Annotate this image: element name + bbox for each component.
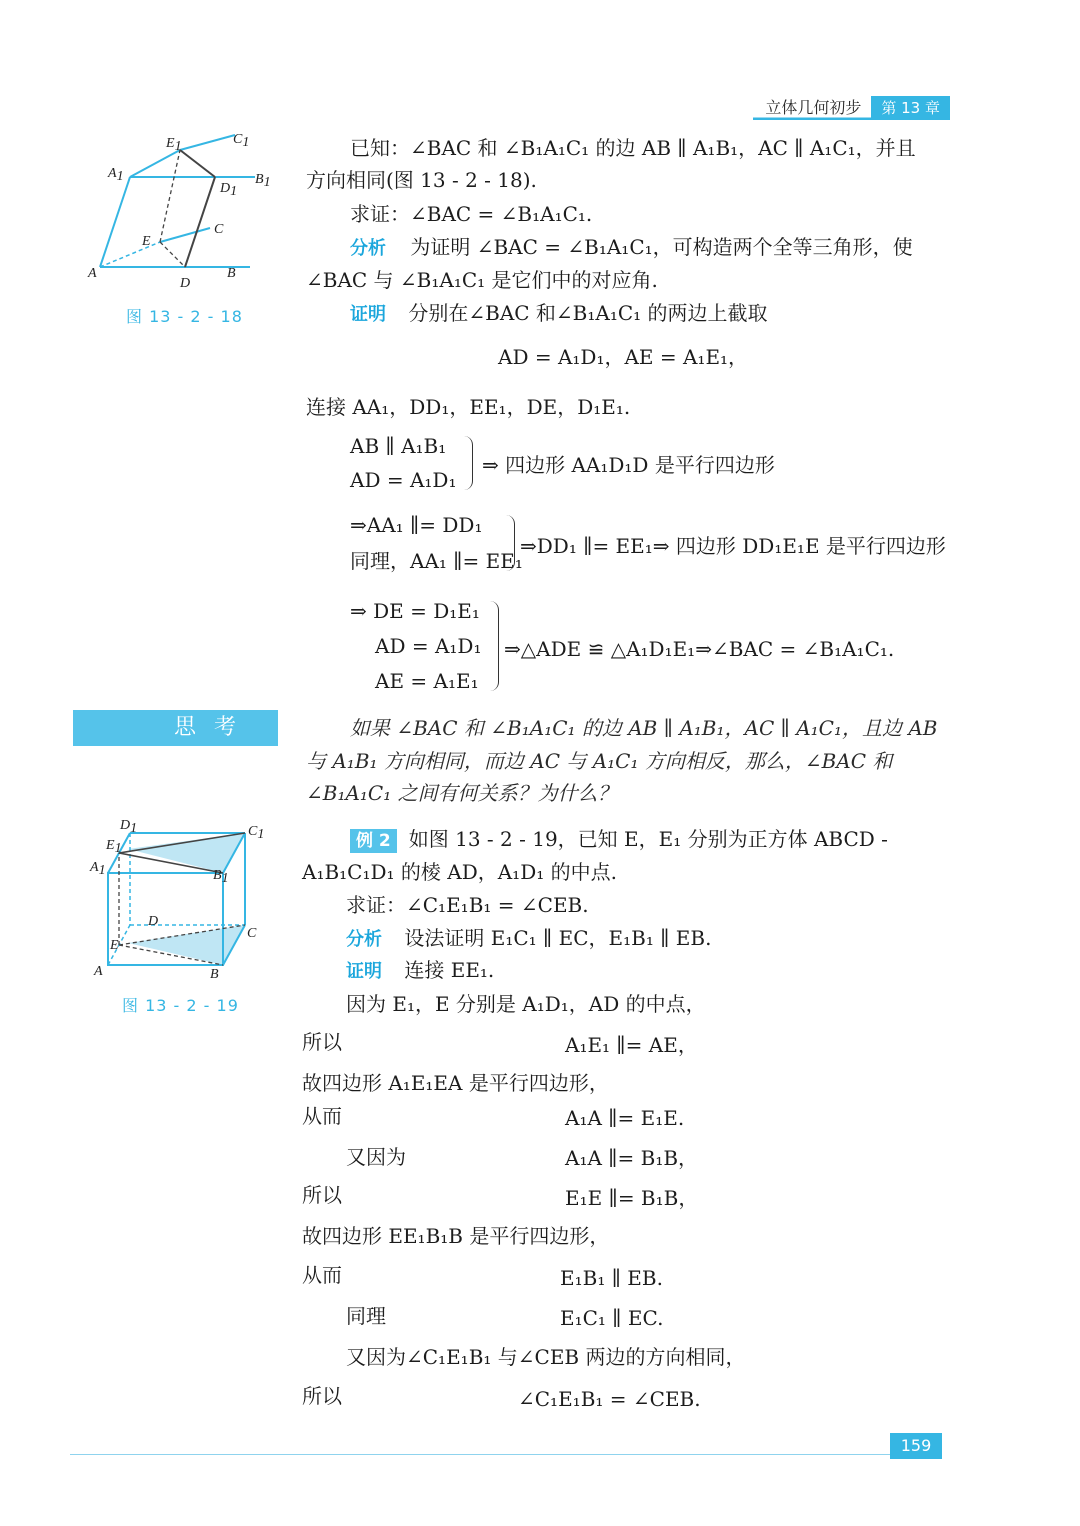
brace1-line1: AB ∥ A₁B₁: [350, 434, 447, 458]
line-e-e1: [160, 150, 180, 242]
analysis-text: 为证明 ∠BAC = ∠B₁A₁C₁，可构造两个全等三角形，使: [410, 235, 913, 259]
brace2-result: ⇒DD₁ ∥= EE₁⇒ 四边形 DD₁E₁E 是平行四边形: [520, 534, 946, 558]
proof-text: 分别在∠BAC 和∠B₁A₁C₁ 的两边上截取: [408, 301, 768, 325]
line-e-c: [160, 228, 210, 242]
label-e: E: [142, 234, 151, 249]
line-a1-a: [100, 177, 130, 267]
text-analysis: [350, 233, 913, 263]
example2-line2: A₁B₁C₁D₁ 的棱 AD，A₁D₁ 的中点.: [302, 860, 617, 884]
step4-expr: A₁A ∥= B₁B，: [565, 1146, 699, 1170]
text-connect: 连接 AA₁，DD₁，EE₁，DE，D₁E₁.: [306, 395, 631, 419]
example2-tag: 例 2: [350, 829, 397, 853]
label-d1: D1: [220, 181, 238, 199]
text-given: 已知：∠BAC 和 ∠B₁A₁C₁ 的边 AB ∥ A₁B₁，AC ∥ A₁C₁，并且: [350, 136, 916, 160]
line-d-d1: [185, 177, 215, 267]
step7-label: 从而: [302, 1263, 342, 1287]
proof-label-2: 证明: [346, 961, 382, 982]
brace-1: [464, 436, 473, 490]
step10-label: 所以: [302, 1384, 342, 1408]
label-a1: A1: [108, 166, 124, 184]
example2-analysis: [346, 924, 711, 954]
line-e1-c1: [180, 135, 235, 150]
label-e: E: [110, 938, 119, 953]
brace3-line2: AD = A₁D₁: [375, 634, 482, 658]
analysis-text-2: 设法证明 E₁C₁ ∥ EC，E₁B₁ ∥ EB.: [404, 926, 712, 950]
brace-2: [506, 515, 515, 571]
step5-label: 所以: [302, 1183, 342, 1207]
label-b1: B1: [213, 868, 229, 886]
figure-13-2-19: [80, 815, 280, 990]
label-c1: C1: [233, 132, 250, 150]
text-proof: [350, 299, 768, 329]
footer-rule: [70, 1454, 890, 1455]
example2-text: 如图 13 - 2 - 19，已知 E，E₁ 分别为正方体 ABCD -: [408, 827, 888, 851]
label-e1: E1: [166, 136, 182, 154]
text-given-cont: 方向相同(图 13 - 2 - 18).: [306, 168, 537, 192]
think-question-3: ∠B₁A₁C₁ 之间有何关系？为什么？: [306, 781, 618, 805]
step5-expr: E₁E ∥= B₁B，: [565, 1186, 699, 1210]
brace1-result: ⇒ 四边形 AA₁D₁D 是平行四边形: [482, 453, 775, 477]
step3-expr: A₁A ∥= E₁E.: [565, 1106, 685, 1130]
figure-caption-18: 图 13 - 2 - 18: [126, 307, 243, 326]
label-a: A: [94, 964, 103, 979]
step6: 故四边形 EE₁B₁B 是平行四边形，: [302, 1224, 610, 1248]
step1-label: 所以: [302, 1030, 342, 1054]
page-number: 159: [890, 1433, 942, 1459]
step8-expr: E₁C₁ ∥ EC.: [560, 1306, 664, 1330]
step2: 故四边形 A₁E₁EA 是平行四边形，: [302, 1071, 609, 1095]
think-question-1: 如果 ∠BAC 和 ∠B₁A₁C₁ 的边 AB ∥ A₁B₁，AC ∥ A₁C₁，且边 AB: [350, 716, 938, 740]
analysis-label-2: 分析: [346, 929, 382, 950]
analysis-label: 分析: [350, 238, 386, 259]
brace3-result: ⇒△ADE ≌ △A₁D₁E₁⇒∠BAC = ∠B₁A₁C₁.: [504, 637, 895, 661]
step7-expr: E₁B₁ ∥ EB.: [560, 1266, 663, 1290]
figure-caption-19: 图 13 - 2 - 19: [122, 996, 239, 1015]
line-a-e: [100, 242, 160, 267]
brace-3: [490, 601, 499, 691]
example2-line1: [350, 825, 888, 853]
label-b1: B1: [255, 172, 271, 190]
example2-because: 因为 E₁，E 分别是 A₁D₁，AD 的中点，: [346, 992, 706, 1016]
step1-expr: A₁E₁ ∥= AE，: [565, 1033, 698, 1057]
step9: 又因为∠C₁E₁B₁ 与∠CEB 两边的方向相同，: [346, 1345, 746, 1369]
step3-label: 从而: [302, 1104, 342, 1128]
text-cut: AD = A₁D₁，AE = A₁E₁，: [498, 345, 749, 369]
proof-label: 证明: [350, 304, 386, 325]
chapter-header: [753, 96, 950, 120]
example2-proof: [346, 956, 494, 986]
step4-label: 又因为: [346, 1145, 406, 1169]
line-e1-d1: [180, 150, 215, 177]
triangle-fill-top: [128, 833, 245, 873]
line-a1-e1: [130, 150, 180, 177]
proof-text-2: 连接 EE₁.: [404, 958, 495, 982]
figure-13-2-18: [80, 125, 280, 295]
label-d: D: [148, 914, 159, 929]
brace3-line1: ⇒ DE = D₁E₁: [350, 599, 480, 623]
label-c: C: [214, 222, 224, 237]
triangle-fill-bottom: [128, 925, 245, 965]
label-b: B: [210, 967, 219, 982]
label-b: B: [227, 266, 236, 281]
text-prove: 求证：∠BAC = ∠B₁A₁C₁.: [350, 202, 593, 226]
step10-expr: ∠C₁E₁B₁ = ∠CEB.: [518, 1387, 701, 1411]
think-question-2: 与 A₁B₁ 方向相同，而边 AC 与 A₁C₁ 方向相反，那么，∠BAC 和: [306, 749, 893, 773]
think-banner: 思考: [73, 710, 278, 746]
label-a: A: [88, 266, 97, 281]
label-a1: A1: [90, 860, 106, 878]
line-d-e: [160, 242, 185, 267]
text-analysis-cont: ∠BAC 与 ∠B₁A₁C₁ 是它们中的对应角.: [306, 268, 658, 292]
example2-prove: 求证：∠C₁E₁B₁ = ∠CEB.: [346, 893, 589, 917]
label-d1: D1: [120, 818, 138, 836]
header-chapter: 第 13 章: [871, 96, 950, 120]
label-c: C: [247, 926, 257, 941]
brace2-line2: 同理，AA₁ ∥= EE₁: [350, 549, 523, 573]
label-e1: E1: [106, 838, 122, 856]
label-c1: C1: [248, 824, 265, 842]
brace2-line1: ⇒AA₁ ∥= DD₁: [350, 513, 483, 537]
brace3-line3: AE = A₁E₁: [375, 669, 479, 693]
header-title: 立体几何初步: [753, 96, 871, 120]
brace1-line2: AD = A₁D₁: [350, 468, 457, 492]
step8-label: 同理: [346, 1304, 386, 1328]
label-d: D: [180, 276, 191, 291]
